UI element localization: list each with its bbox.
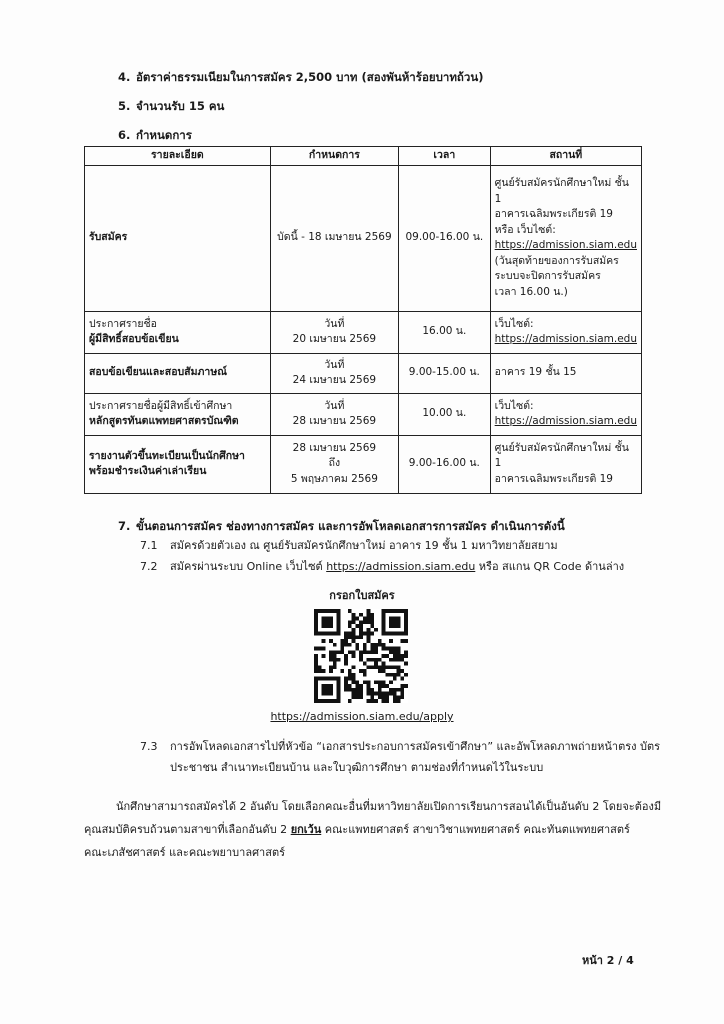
schedule-line: ถึง — [328, 457, 341, 470]
item-number: 7. — [118, 519, 131, 533]
place-line: เว็บไซต์: — [494, 399, 534, 412]
step-number: 7.1 — [140, 539, 158, 552]
place-line: อาคารเฉลิมพระเกียรติ 19 — [494, 472, 613, 485]
place-line: หรือ เว็บไซต์: — [494, 223, 556, 236]
item-text: จำนวนรับ 15 คน — [136, 99, 225, 113]
step-text: หรือ สแกน QR Code ด้านล่าง — [475, 560, 625, 573]
page-number: หน้า 2 / 4 — [582, 954, 634, 967]
place-line: เวลา 16.00 น.) — [494, 285, 568, 298]
note-line-2 — [84, 820, 630, 840]
item-fee — [118, 69, 483, 85]
row-detail — [85, 165, 271, 311]
qr-link[interactable]: https://admission.siam.edu/apply — [270, 710, 454, 723]
row-place — [490, 393, 641, 435]
item-quota — [118, 98, 224, 114]
admission-link[interactable]: https://admission.siam.edu — [326, 560, 476, 573]
row-detail — [85, 393, 271, 435]
header-detail: รายละเอียด — [85, 147, 271, 166]
place-line: (วันสุดท้ายของการรับสมัคร — [494, 254, 619, 267]
row-schedule — [270, 353, 398, 393]
detail-line: หลักสูตรทันตแพทยศาสตรบัณฑิต — [89, 415, 239, 427]
qr-code-icon[interactable] — [314, 609, 408, 703]
detail-line: รับสมัคร — [89, 231, 128, 244]
row-place — [490, 435, 641, 493]
schedule-line: วันที่ — [324, 317, 345, 330]
note-text: คุณสมบัติครบถ้วนตามสาขาที่เลือกอันดับ 2 — [84, 823, 291, 836]
row-schedule — [270, 393, 398, 435]
table-row — [85, 165, 642, 311]
item-number: 4. — [118, 70, 131, 84]
item-text: กำหนดการ — [136, 128, 192, 142]
item-text: อัตราค่าธรรมเนียมในการสมัคร 2,500 บาท (สองพันห้าร้อยบาทถ้วน) — [136, 70, 484, 84]
header-time: เวลา — [399, 147, 491, 166]
step-text: การอัพโหลดเอกสารไปที่หัวข้อ “เอกสารประกอบการสมัครเข้าศึกษา” และอัพโหลดภาพถ่ายหน้าตรง บัตร — [170, 740, 661, 753]
table-row — [85, 311, 642, 353]
place-line: ศูนย์รับสมัครนักศึกษาใหม่ ชั้น 1 — [494, 177, 629, 205]
schedule-line: 28 เมษายน 2569 — [292, 441, 377, 454]
row-place — [490, 165, 641, 311]
item-number: 6. — [118, 128, 131, 142]
detail-line: ประกาศรายชื่อ — [89, 317, 157, 330]
header-schedule: กำหนดการ — [270, 147, 398, 166]
schedule-line: 5 พฤษภาคม 2569 — [290, 472, 378, 485]
admission-link[interactable]: https://admission.siam.edu — [494, 415, 637, 427]
schedule-line: 28 เมษายน 2569 — [292, 415, 377, 427]
step-7-1 — [140, 538, 558, 554]
schedule-table — [84, 146, 642, 494]
item-number: 5. — [118, 99, 131, 113]
row-detail — [85, 353, 271, 393]
row-time: 09.00-16.00 น. — [399, 165, 491, 311]
section-7-title — [118, 518, 565, 534]
qr-caption: กรอกใบสมัคร — [329, 589, 395, 602]
place-line: อาคาร 19 ชั้น 15 — [494, 366, 577, 379]
step-7-2 — [140, 559, 624, 575]
place-line: อาคารเฉลิมพระเกียรติ 19 — [494, 208, 613, 220]
row-detail — [85, 311, 271, 353]
header-place: สถานที่ — [490, 147, 641, 166]
schedule-line: บัดนี้ - 18 เมษายน 2569 — [277, 231, 392, 244]
place-line: เว็บไซต์: — [494, 317, 534, 330]
note-text: คณะแพทยศาสตร์ สาขาวิชาแพทยศาสตร์ คณะทันตแพทยศาสตร์ — [321, 823, 630, 836]
note-emphasis: ยกเว้น — [290, 823, 322, 836]
table-row — [85, 393, 642, 435]
row-time: 9.00-15.00 น. — [399, 353, 491, 393]
item-schedule — [118, 127, 192, 143]
step-7-3-cont: ประชาชน สำเนาทะเบียนบ้าน และใบวุฒิการศึกษา ตามช่องที่กำหนดไว้ในระบบ — [170, 761, 544, 774]
row-time: 16.00 น. — [399, 311, 491, 353]
step-number: 7.2 — [140, 560, 158, 573]
admission-link[interactable]: https://admission.siam.edu — [494, 239, 637, 251]
detail-line: ประกาศรายชื่อผู้มีสิทธิ์เข้าศึกษา — [89, 399, 233, 412]
item-text: ขั้นตอนการสมัคร ช่องทางการสมัคร และการอัพโหลดเอกสารการสมัคร ดำเนินการดังนี้ — [136, 519, 565, 533]
step-text: สมัครผ่านระบบ Online เว็บไซต์ — [170, 560, 327, 573]
schedule-line: 20 เมษายน 2569 — [292, 333, 377, 345]
row-detail — [85, 435, 271, 493]
table-row — [85, 435, 642, 493]
row-schedule — [270, 311, 398, 353]
step-number: 7.3 — [140, 740, 158, 753]
detail-line: สอบข้อเขียนและสอบสัมภาษณ์ — [89, 366, 227, 379]
row-schedule — [270, 435, 398, 493]
note-line-1: นักศึกษาสามารถสมัครได้ 2 อันดับ โดยเลือกคณะอื่นที่มหาวิทยาลัยเปิดการเรียนการสอนได้เป็นอันดับ 2 โดยจะต้องมี — [116, 800, 662, 813]
step-text: สมัครด้วยตัวเอง ณ ศูนย์รับสมัครนักศึกษาใหม่ อาคาร 19 ชั้น 1 มหาวิทยาลัยสยาม — [170, 539, 558, 552]
step-7-3 — [140, 739, 660, 755]
detail-line: รายงานตัวขึ้นทะเบียนเป็นนักศึกษา — [89, 449, 245, 462]
detail-line: ผู้มีสิทธิ์สอบข้อเขียน — [89, 333, 179, 345]
note-line-3: คณะเภสัชศาสตร์ และคณะพยาบาลศาสตร์ — [84, 846, 285, 859]
schedule-line: วันที่ — [324, 399, 345, 412]
table-row — [85, 353, 642, 393]
row-place — [490, 311, 641, 353]
place-line: ระบบจะปิดการรับสมัคร — [494, 270, 601, 282]
place-line: ศูนย์รับสมัครนักศึกษาใหม่ ชั้น 1 — [494, 441, 629, 470]
schedule-line: 24 เมษายน 2569 — [292, 374, 377, 386]
row-place — [490, 353, 641, 393]
row-time: 10.00 น. — [399, 393, 491, 435]
detail-line: พร้อมชำระเงินค่าเล่าเรียน — [89, 465, 207, 477]
schedule-line: วันที่ — [324, 358, 345, 371]
row-schedule — [270, 165, 398, 311]
table-header-row — [85, 147, 642, 166]
row-time: 9.00-16.00 น. — [399, 435, 491, 493]
admission-link[interactable]: https://admission.siam.edu — [494, 333, 637, 345]
